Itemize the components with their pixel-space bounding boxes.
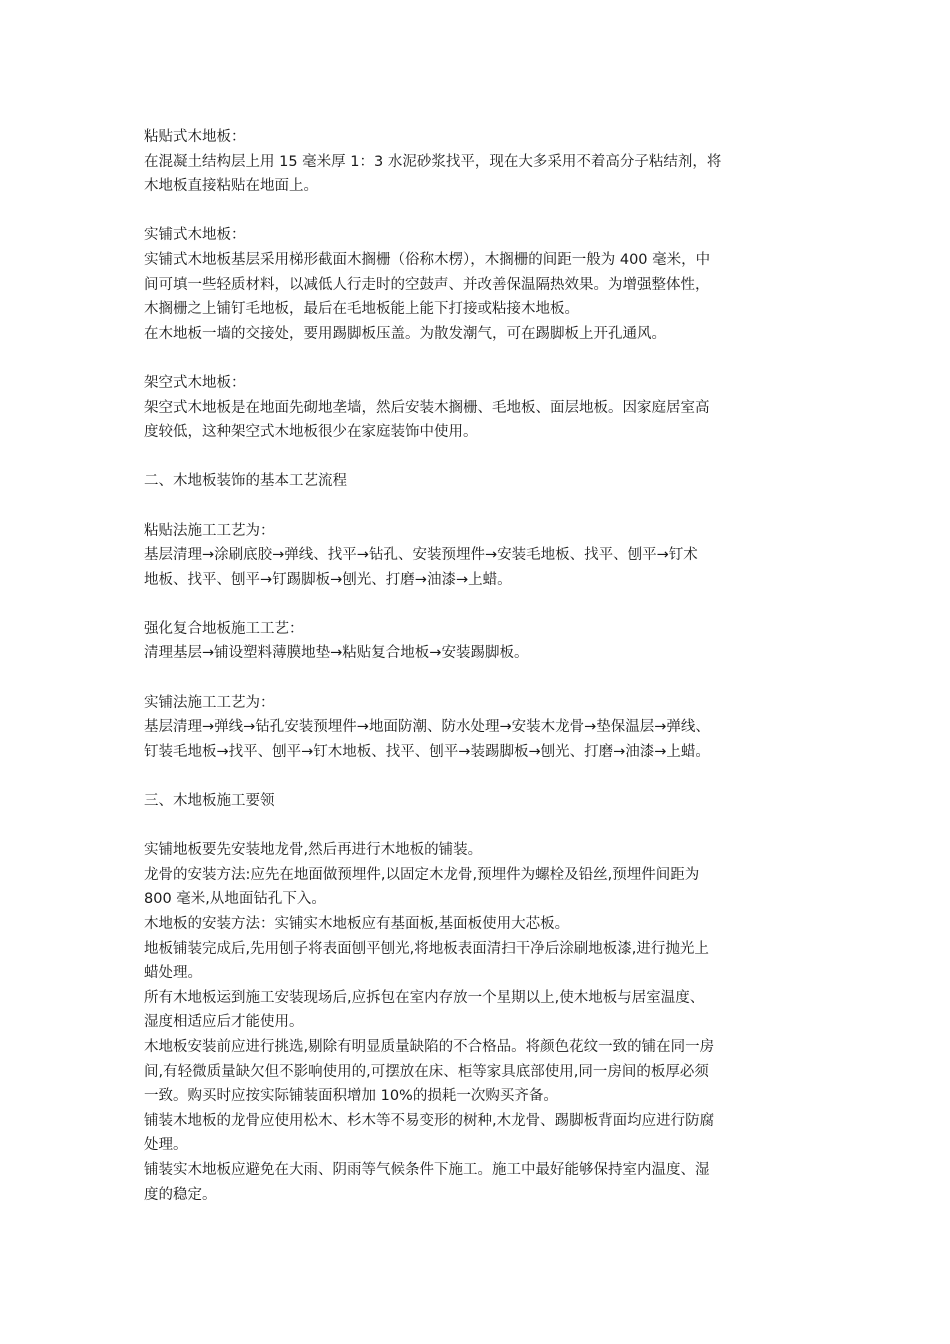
paragraph-line: 基层清理→涂刷底胶→弹线、找平→钻孔、安装预埋件→安装毛地板、找平、刨平→钉术: [144, 547, 698, 564]
paragraph-line: 地板铺装完成后,先用刨子将表面刨平刨光,将地板表面清扫干净后涂刷地板漆,进行抛光上: [144, 940, 709, 957]
paragraph-line: 一致。购买时应按实际铺装面积增加 10%的损耗一次购买齐备。: [144, 1088, 558, 1105]
paragraph-line: 间,有轻微质量缺欠但不影响使用的,可摆放在床、柜等家具底部使用,同一房间的板厚必须: [144, 1063, 709, 1080]
paragraph-line: 实铺式木地板基层采用梯形截面木搁栅（俗称木楞），木搁栅的间距一般为 400 毫米，中: [144, 251, 711, 268]
paragraph-line: 铺装实木地板应避免在大雨、阴雨等气候条件下施工。施工中最好能够保持室内温度、湿: [144, 1161, 710, 1178]
section-heading: 实铺法施工工艺为：: [144, 694, 275, 711]
paragraph-line: 架空式木地板是在地面先砌地垄墙，然后安装木搁栅、毛地板、面层地板。因家庭居室高: [144, 399, 710, 416]
paragraph-line: 地板、找平、刨平→钉踢脚板→刨光、打磨→油漆→上蜡。: [144, 571, 512, 588]
paragraph-line: 蜡处理。: [144, 965, 202, 982]
paragraph-line: 木搁栅之上铺钉毛地板，最后在毛地板能上能下打接或粘接木地板。: [144, 301, 579, 318]
paragraph-gap: [144, 494, 812, 519]
paragraph-line: 钉装毛地板→找平、刨平→钉木地板、找平、刨平→装踢脚板→刨光、打磨→油漆→上蜡。: [144, 743, 710, 760]
chapter-heading: 二、木地板装饰的基本工艺流程: [144, 473, 347, 490]
paragraph-line: 木地板安装前应进行挑选,剔除有明显质量缺陷的不合格品。将颜色花纹一致的铺在同一房: [144, 1038, 715, 1055]
chapter-heading: 三、木地板施工要领: [144, 793, 275, 810]
paragraph-gap: [144, 814, 812, 839]
paragraph-line: 处理。: [144, 1137, 188, 1154]
paragraph-line: 龙骨的安装方法:应先在地面做预埋件,以固定木龙骨,预埋件为螺栓及铅丝,预埋件间距为: [144, 866, 700, 883]
paragraph-gap: [144, 666, 812, 691]
paragraph-line: 度较低，这种架空式木地板很少在家庭装饰中使用。: [144, 424, 478, 441]
section-heading: 粘贴式木地板：: [144, 129, 246, 145]
section-heading: 粘贴法施工工艺为：: [144, 522, 275, 539]
paragraph-line: 基层清理→弹线→钻孔安装预埋件→地面防潮、防水处理→安装木龙骨→垫保温层→弹线、: [144, 719, 710, 736]
paragraph-gap: [144, 592, 812, 617]
section-heading: 架空式木地板：: [144, 374, 246, 391]
section-heading: 强化复合地板施工工艺：: [144, 620, 304, 637]
paragraph-line: 木地板直接粘贴在地面上。: [144, 178, 318, 195]
section-heading: 实铺式木地板：: [144, 227, 246, 244]
paragraph-line: 在木地板一墙的交接处，要用踢脚板压盖。为散发潮气，可在踢脚板上开孔通风。: [144, 325, 666, 342]
paragraph-line: 间可填一些轻质材料，以减低人行走时的空鼓声、并改善保温隔热效果。为增强整体性，: [144, 276, 710, 293]
paragraph-line: 度的稳定。: [144, 1186, 217, 1203]
paragraph-gap: [144, 346, 812, 371]
paragraph-gap: [144, 445, 812, 470]
paragraph-line: 清理基层→铺设塑料薄膜地垫→粘贴复合地板→安装踢脚板。: [144, 645, 529, 662]
paragraph-line: 800 毫米,从地面钻孔下入。: [144, 891, 326, 908]
paragraph-line: 实铺地板要先安装地龙骨,然后再进行木地板的铺装。: [144, 842, 483, 859]
paragraph-line: 铺装木地板的龙骨应使用松木、杉木等不易变形的树种,木龙骨、踢脚板背面均应进行防腐: [144, 1112, 715, 1129]
paragraph-line: 所有木地板运到施工安装现场后,应拆包在室内存放一个星期以上,使木地板与居室温度、: [144, 989, 705, 1006]
document-body: [144, 125, 812, 1207]
paragraph-line: 木地板的安装方法：实铺实木地板应有基面板,基面板使用大芯板。: [144, 916, 570, 932]
paragraph-gap: [144, 199, 812, 224]
paragraph-gap: [144, 764, 812, 789]
paragraph-line: 湿度相适应后才能使用。: [144, 1014, 304, 1031]
paragraph-line: 在混凝土结构层上用 15 毫米厚 1：3 水泥砂浆找平，现在大多采用不着高分子粘结剂，将: [144, 153, 722, 170]
